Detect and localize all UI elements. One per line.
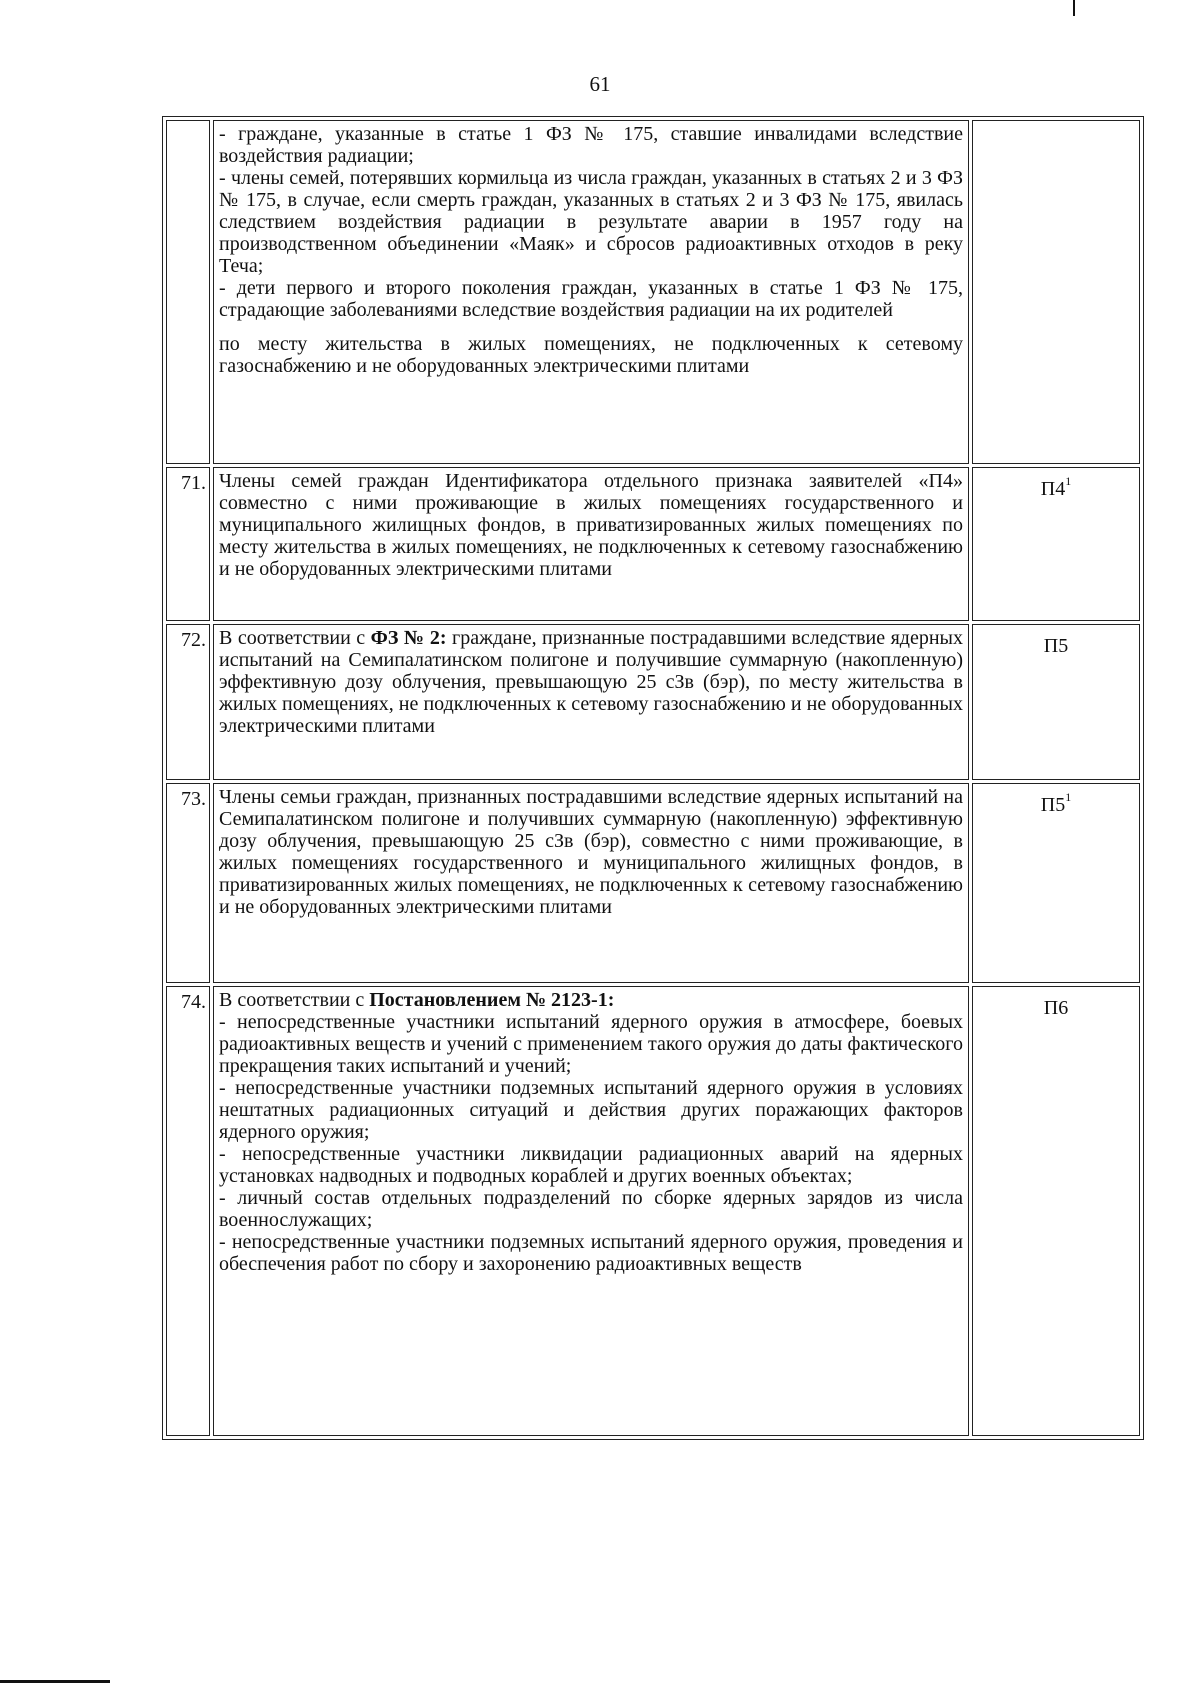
- list-item: - непосредственные участники подземных испытаний ядерного оружия, проведения и обеспечения работ по сбору и захоронению радиоактивных веществ: [219, 1231, 963, 1275]
- residence-condition: по месту жительства в жилых помещениях, не подключенных к сетевому газоснабжению и не оборудованных электрическими плитами: [219, 333, 963, 377]
- table-row: [166, 120, 1140, 464]
- row-number: 73.: [166, 783, 210, 983]
- law-reference: ФЗ № 2:: [370, 627, 447, 649]
- code-text: П5: [1043, 635, 1069, 657]
- scan-artifact-bottom-left: [0, 1680, 110, 1683]
- row-description: [213, 467, 969, 621]
- row-code: [972, 986, 1140, 1436]
- row-description: [213, 120, 969, 464]
- row-code: [972, 120, 1140, 464]
- code-text: П4: [1040, 478, 1066, 500]
- code-superscript: 1: [1065, 790, 1072, 805]
- row-intro: [219, 989, 963, 1011]
- row-code: [972, 624, 1140, 780]
- row-description: [213, 986, 969, 1436]
- scan-artifact-top-right: [1073, 0, 1075, 16]
- row-code: [972, 783, 1140, 983]
- row-text: Члены семьи граждан, признанных пострадавшими вследствие ядерных испытаний на Семипалатинском полигоне и получивших суммарную (накопленную) эффективную дозу облучения, превышающую 25 сЗв (бэр), совместно с ними проживающие, в жилых помещениях государственного и муниципального жилищных фондов, в приватизированных жилых помещениях, не подключенных к сетевому газоснабжению и не оборудованных электрическими плитами: [219, 786, 963, 918]
- row-description: [213, 783, 969, 983]
- list-item: - непосредственные участники испытаний ядерного оружия в атмосфере, боевых радиоактивных веществ и учений с применением такого оружия до даты фактического прекращения таких испытаний и учений;: [219, 1011, 963, 1077]
- table-row: [166, 783, 1140, 983]
- row-text: Члены семей граждан Идентификатора отдельного признака заявителей «П4» совместно с ними проживающие в жилых помещениях государственного и муниципального жилищных фондов, в приватизированных жилых помещениях по месту жительства в жилых помещениях, не подключенных к сетевому газоснабжению и не оборудованных электрическими плитами: [219, 470, 963, 580]
- table-row: [166, 624, 1140, 780]
- row-description: [213, 624, 969, 780]
- list-item: - дети первого и второго поколения граждан, указанных в статье 1 ФЗ № 175, страдающие заболеваниями вследствие воздействия радиации на их родителей: [219, 277, 963, 321]
- row-text: [219, 627, 963, 737]
- code-superscript: 1: [1065, 474, 1072, 489]
- intro-prefix: В соответствии с: [219, 989, 370, 1011]
- intro-prefix: В соответствии с: [219, 627, 371, 649]
- page-number: 61: [589, 72, 611, 96]
- table-row: [166, 467, 1140, 621]
- list-item: - непосредственные участники ликвидации радиационных аварий на ядерных установках надводных и подводных кораблей и других военных объектах;: [219, 1143, 963, 1187]
- benefits-table: [162, 116, 1144, 1440]
- code-text: П6: [1043, 997, 1069, 1019]
- row-number: 74.: [166, 986, 210, 1436]
- list-item: - члены семей, потерявших кормильца из числа граждан, указанных в статьях 2 и 3 ФЗ № 175, в случае, если смерть граждан, указанных в статьях 2 и 3 ФЗ № 175, явилась следствием воздействия радиации в результате аварии в 1957 году на производственном объединении «Маяк» и сбросов радиоактивных отходов в реку Теча;: [219, 167, 963, 277]
- row-number: 72.: [166, 624, 210, 780]
- law-reference: Постановлением № 2123-1:: [369, 989, 615, 1011]
- list-item: - граждане, указанные в статье 1 ФЗ № 175, ставшие инвалидами вследствие воздействия радиации;: [219, 123, 963, 167]
- row-number: [166, 120, 210, 464]
- intro-rest: граждане, признанные пострадавшими вследствие ядерных испытаний на Семипалатинском полигоне и получившие суммарную (накопленную) эффективную дозу облучения, превышающую 25 сЗв (бэр), по месту жительства в жилых помещениях, не подключенных к сетевому газоснабжению и не оборудованных электрическими плитами: [219, 627, 963, 737]
- row-number: 71.: [166, 467, 210, 621]
- table-row: [166, 986, 1140, 1436]
- row-code: [972, 467, 1140, 621]
- list-item: - непосредственные участники подземных испытаний ядерного оружия в условиях нештатных радиационных ситуаций и действия других поражающих факторов ядерного оружия;: [219, 1077, 963, 1143]
- code-text: П5: [1040, 794, 1066, 816]
- list-item: - личный состав отдельных подразделений по сборке ядерных зарядов из числа военнослужащих;: [219, 1187, 963, 1231]
